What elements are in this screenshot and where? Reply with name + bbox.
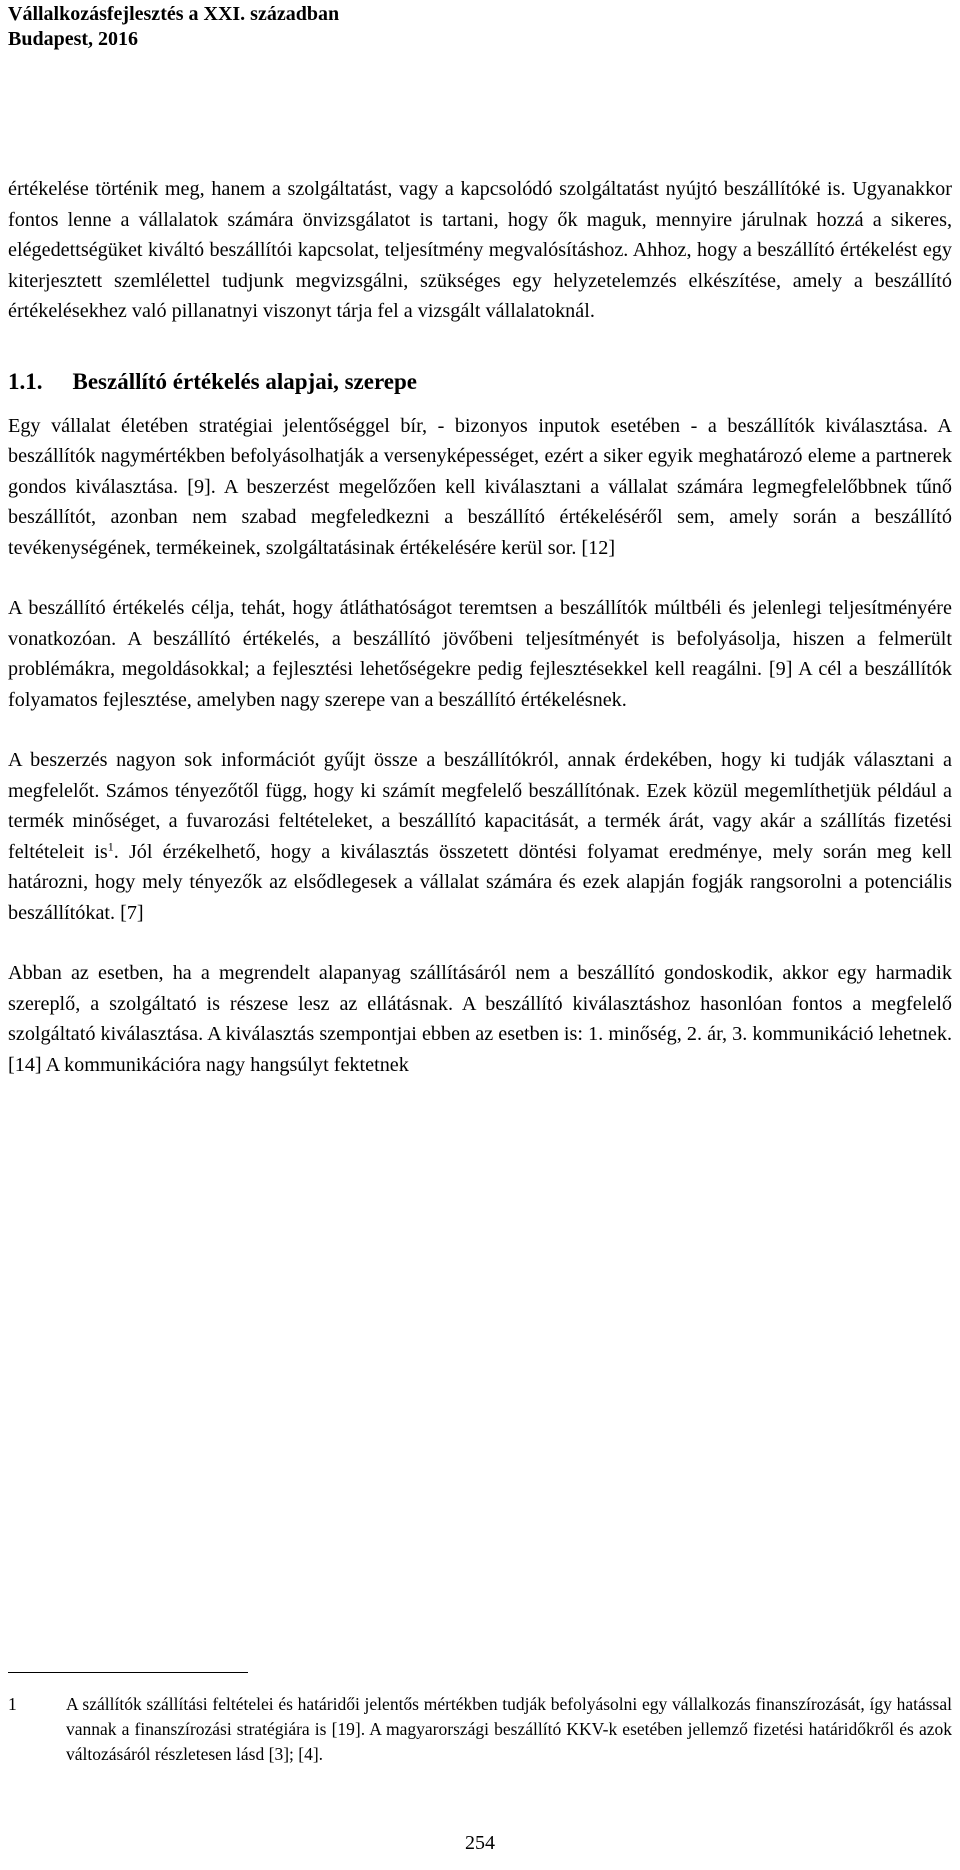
header-place-year: Budapest, 2016	[8, 28, 139, 50]
paragraph-4	[8, 745, 952, 928]
section-title: Beszállító értékelés alapjai, szerepe	[72, 368, 417, 394]
header-title: Vállalkozásfejlesztés a XXI. században	[8, 3, 340, 25]
footnote	[8, 1692, 952, 1767]
running-header	[8, 2, 339, 52]
footnote-reference[interactable]: 1	[107, 838, 114, 853]
footnote-text: A szállítók szállítási feltételei és határidői jelentős mértékben tudják befolyásolni egy vállalkozás finanszírozását, így hatással vannak a finanszírozási stratégiára is [19]. A magyarországi beszállító KKV-k esetében jellemző fizetési határidőkről és azok változásáról részletesen lásd [3]; [4].	[66, 1694, 952, 1764]
paragraph-4-text-b: . Jól érzékelhető, hogy a kiválasztás összetett döntési folyamat eredménye, mely során meg kell határozni, hogy mely tényezők az elsődlegesek a vállalat számára és ezek alapján fogják rangsorolni a potenciális beszállítókat. [7]	[8, 840, 952, 924]
page-number: 254	[465, 1832, 495, 1854]
section-number: 1.1.	[8, 368, 43, 394]
paragraph-2: Egy vállalat életében stratégiai jelentőséggel bír, - bizonyos inputok esetében - a beszállítók kiválasztása. A beszállítók nagymértékben befolyásolhatják a versenyképességet, ezért a siker egyik meghatározó eleme a partnerek gondos kiválasztása. [9]. A beszerzést megelőzően kell kiválasztani a vállalat számára legmegfelelőbbnek tűnő beszállítót, azonban nem szabad megfeledkezni a beszállító értékeléséről sem, amely során a beszállító tevékenységének, termékeinek, szolgáltatásinak értékelésére kerül sor. [12]	[8, 414, 952, 559]
paragraph-5: Abban az esetben, ha a megrendelt alapanyag szállításáról nem a beszállító gondoskodik, akkor egy harmadik szereplő, a szolgáltató is részese lesz az ellátásnak. A beszállító kiválasztáshoz hasonlóan fontos a megfelelő szolgáltató kiválasztása. A kiválasztás szempontjai ebben az esetben is: 1. minőség, 2. ár, 3. kommunikáció lehetnek.[14] A kommunikációra nagy hangsúlyt fektetnek	[8, 962, 952, 1076]
footnote-mark: 1	[8, 1694, 17, 1714]
paragraph-4-text-a: A beszerzés nagyon sok információt gyűjt össze a beszállítókról, annak érdekében, hogy ki tudják választani a megfelelőt. Számos tényezőtől függ, hogy ki számít megfelelő beszállítónak. Ezek közül megemlíthetjük például a termék minőséget, a fuvarozási feltételeket, a beszállító kapacitását, a termék árát, vagy akár a szállítás fizetési feltételeit is	[8, 749, 952, 863]
section-heading	[8, 367, 952, 397]
footnote-separator	[8, 1672, 248, 1673]
paragraph-3: A beszállító értékelés célja, tehát, hogy átláthatóságot teremtsen a beszállítók múltbéli és jelenlegi teljesítményére vonatkozóan. A beszállító értékelés, a beszállító jövőbeni teljesítményét is befolyásolja, hiszen a felmerült problémákra, megoldásokkal; a fejlesztési lehetőségekre pedig fejlesztésekkel kell reagálni. [9] A cél a beszállítók folyamatos fejlesztése, amelyben nagy szerepe van a beszállító értékelésnek.	[8, 597, 952, 711]
body-text	[8, 174, 952, 1080]
paragraph-1: értékelése történik meg, hanem a szolgáltatást, vagy a kapcsolódó szolgáltatást nyújtó beszállítóké is. Ugyanakkor fontos lenne a vállalatok számára önvizsgálatot is tartani, hogy ők maguk, mennyire járulnak hozzá a sikeres, elégedettségüket kiváltó beszállítói kapcsolat, teljesítmény megvalósításhoz. Ahhoz, hogy a beszállító értékelést egy kiterjesztett szemlélettel tudjunk megvizsgálni, szükséges egy helyzetelemzés elkészítése, amely a beszállító értékelésekhez való pillanatnyi viszonyt tárja fel a vizsgált vállalatoknál.	[8, 178, 952, 322]
